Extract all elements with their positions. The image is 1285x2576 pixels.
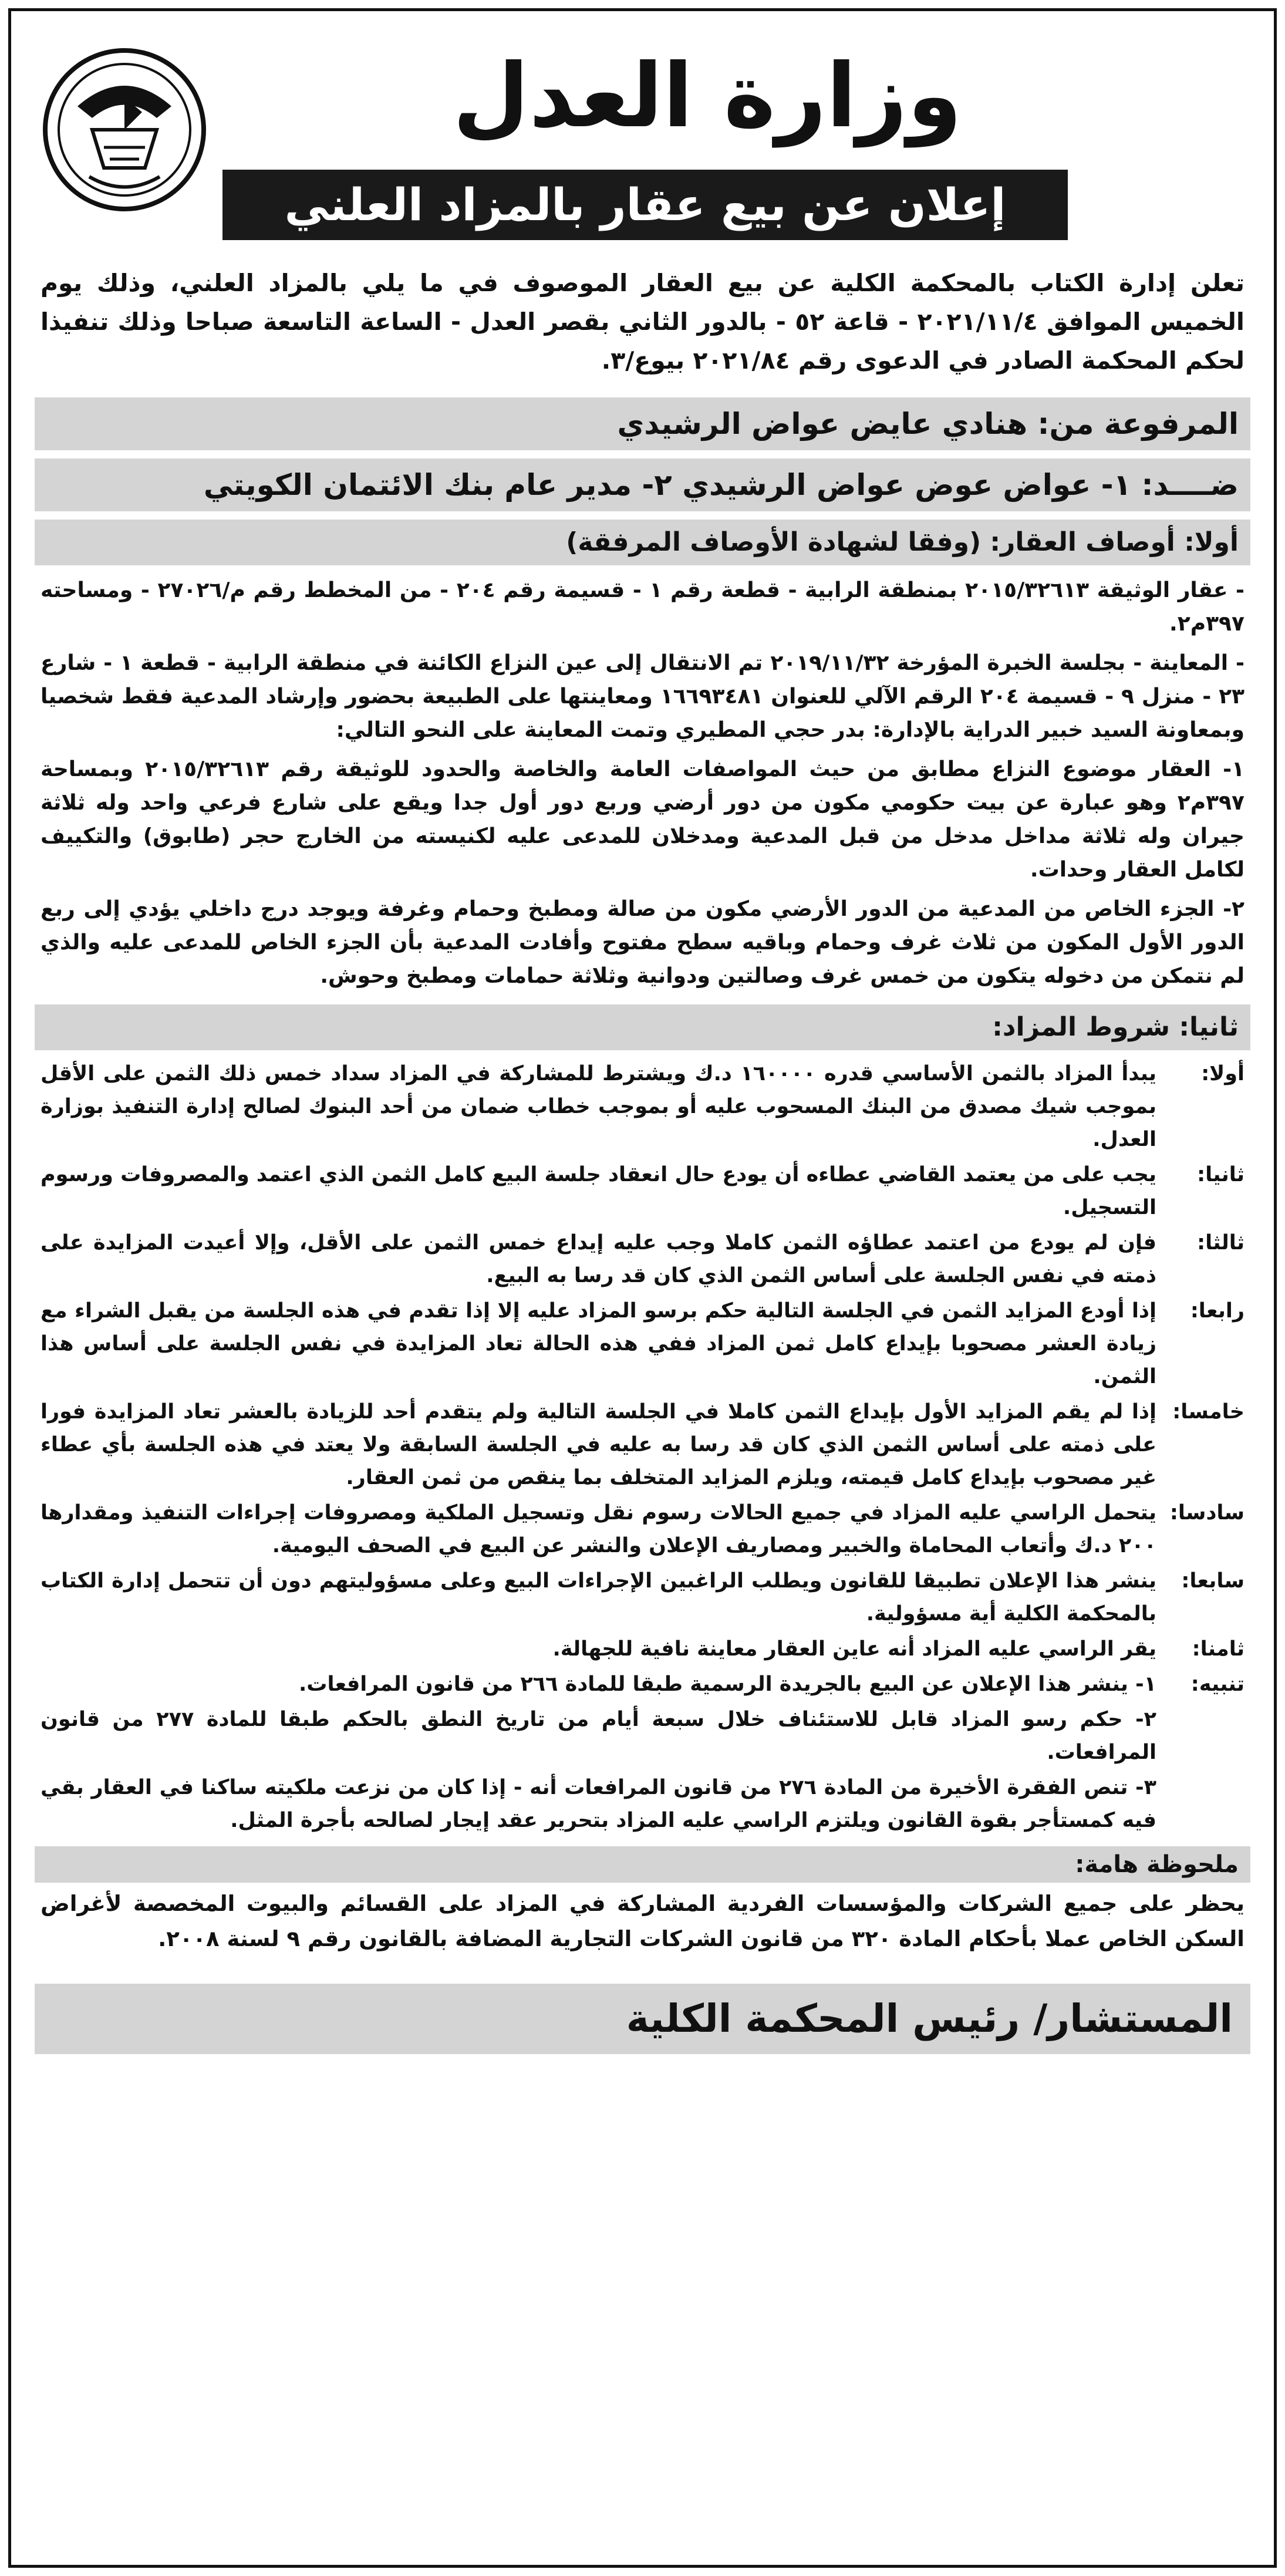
term-text: ٢- حكم رسو المزاد قابل للاستئناف خلال سبعة أيام من تاريخ النطق بالحكم طبقا للمادة ٢٧٧ من قانون المرافعات. xyxy=(41,1708,1156,1764)
announcement-body xyxy=(35,258,1250,2054)
term-item xyxy=(35,1225,1250,1293)
term-item xyxy=(35,1770,1250,1838)
term-item xyxy=(35,1495,1250,1563)
term-label xyxy=(1156,1771,1244,1837)
term-item xyxy=(35,1394,1250,1495)
term-item xyxy=(35,1631,1250,1667)
term-text: يتحمل الراسي عليه المزاد في جميع الحالات رسوم نقل وتسجيل الملكية ومصروفات إجراءات التنفيذ ومقدارها ٢٠٠ د.ك وأتعاب المحاماة والخبير ومصاريف الإعلان والنشر عن البيع في الصحف اليومية. xyxy=(41,1501,1156,1557)
term-text: فإن لم يودع من اعتمد عطاؤه الثمن كاملا وجب عليه إيداع خمس الثمن على الأقل، وإلا أعيدت المزايدة على ذمته في نفس الجلسة على أساس الثمن الذي كان قد رسا به البيع. xyxy=(41,1231,1156,1287)
header xyxy=(11,11,1274,234)
intro-paragraph: تعلن إدارة الكتاب بالمحكمة الكلية عن بيع العقار الموصوف في ما يلي بالمزاد العلني، وذلك يوم الخميس الموافق ٢٠٢١/١١/٤ - قاعة ٥٢ - بالدور الثاني بقصر العدل - الساعة التاسعة صباحا وذلك تنفيذا لحكم المحكمة الصادر في الدعوى رقم ٢٠٢١/٨٤ بيوع/٣. xyxy=(41,269,1244,375)
term-text: إذا أودع المزايد الثمن في الجلسة التالية حكم برسو المزاد عليه إلا إذا تقدم في هذه الجلسة من يقبل الشراء مع زيادة العشر مصحوبا بإيداع كامل ثمن المزاد ففي هذه الحالة تعاد المزايدة في نفس الجلسة على أساس هذا الثمن. xyxy=(41,1299,1156,1388)
term-text: ينشر هذا الإعلان تطبيقا للقانون ويطلب الراغبين الإجراءات البيع وعلى مسؤوليتهم دون أن تتحمل إدارة الكتاب بالمحكمة الكلية أية مسؤولية. xyxy=(41,1569,1156,1626)
property-paragraph: ٢- الجزء الخاص من المدعية من الدور الأرضي مكون من صالة ومطبخ وحمام وغرفة ويوجد درج داخلي يؤدي إلى ربع الدور الأول المكون من ثلاث غرف وحمام وباقيه سطح مفتوح وأفادت المدعية بأن الجزء الخاص للمدعى عليه والذي لم نتمكن من دخوله يتكون من خمس غرف وصالتين ودوانية وثلاثة حمامات ومطبخ وحوش. xyxy=(41,897,1244,988)
term-label: تنبيه: xyxy=(1190,1673,1244,1696)
plaintiff-line: المرفوعة من: هنادي عايض عواض الرشيدي xyxy=(35,397,1250,450)
announcement-frame xyxy=(8,8,1277,2568)
note-text: يحظر على جميع الشركات والمؤسسات الفردية المشاركة في المزاد على القسائم والبيوت المخصصة لأغراض السكن الخاص عملا بأحكام المادة ٣٢٠ من قانون الشركات التجارية المضافة بالقانون رقم ٩ لسنة ٢٠٠٨. xyxy=(41,1891,1244,1951)
term-text: يقر الراسي عليه المزاد أنه عاين العقار معاينة نافية للجهالة. xyxy=(552,1637,1156,1661)
page-title: وزارة العدل xyxy=(453,45,962,147)
term-item xyxy=(35,1293,1250,1394)
term-label: ثامنا: xyxy=(1192,1637,1244,1661)
term-label: خامسا: xyxy=(1172,1400,1244,1424)
term-item xyxy=(35,1157,1250,1225)
property-heading: أولا: أوصاف العقار: (وفقا لشهادة الأوصاف المرفقة) xyxy=(35,520,1250,565)
term-text: ٣- تنص الفقرة الأخيرة من المادة ٢٧٦ من قانون المرافعات أنه - إذا كان من نزعت ملكيته ساكنا في العقار بقي فيه كمستأجر بقوة القانون ويلتزم الراسي عليه المزاد بتحرير عقد إيجار لصالحه بأجرة المثل. xyxy=(41,1776,1157,1832)
term-text: يجب على من يعتمد القاضي عطاءه أن يودع حال انعقاد جلسة البيع كامل الثمن الذي اعتمد والمصروفات ورسوم التسجيل. xyxy=(41,1163,1156,1219)
term-label xyxy=(1156,1703,1244,1769)
term-label: سابعا: xyxy=(1181,1569,1244,1593)
signature-line: المستشار/ رئيس المحكمة الكلية xyxy=(35,1984,1250,2054)
property-paragraph: - المعاينة - بجلسة الخبرة المؤرخة ٢٠١٩/١١/٣٢ تم الانتقال إلى عين النزاع الكائنة في منطقة الرابية - قطعة ١ - شارع ٢٣ - منزل ٩ - قسيمة ٢٠٤ الرقم الآلي للعنوان ١٦٦٩٣٤٨١ ومعاينتها على الطبيعة بحضور وإرشاد المدعية فقط شخصيا وبمعاونة السيد خبير الدراية بالإدارة: بدر حجي المطيري وتمت المعاينة على النحو التالي: xyxy=(41,651,1245,742)
property-paragraph: - عقار الوثيقة ٢٠١٥/٣٢٦١٣ بمنطقة الرابية - قطعة رقم ١ - قسيمة رقم ٢٠٤ - من المخطط رقم م/٢٧٠٢٦ - ومساحته ٣٩٧م٢. xyxy=(41,578,1244,636)
term-label: ثالثا: xyxy=(1197,1231,1244,1255)
property-paragraph: ١- العقار موضوع النزاع مطابق من حيث المواصفات العامة والخاصة والحدود للوثيقة رقم ٢٠١٥/٣٢٦١٣ وبمساحة ٣٩٧م٢ وهو عبارة عن بيت حكومي مكون من دور أرضي وربع دور أول جدا ويقع على شارع فرعي واحد وله ثلاثة جيران وله ثلاثة مداخل مدخل من قبل المدعية ومدخلان للمدعى عليه لكنيسته من الخارج حجر (طابوق) والتكييف لكامل العقار وحدات. xyxy=(41,757,1244,882)
state-emblem-icon xyxy=(39,42,210,218)
terms-heading: ثانيا: شروط المزاد: xyxy=(35,1004,1250,1050)
term-text: ١- ينشر هذا الإعلان عن البيع بالجريدة الرسمية طبقا للمادة ٢٦٦ من قانون المرافعات. xyxy=(299,1673,1156,1696)
announcement-banner: إعلان عن بيع عقار بالمزاد العلني xyxy=(222,170,1068,240)
term-label: أولا: xyxy=(1201,1062,1244,1085)
term-item xyxy=(35,1563,1250,1631)
note-heading: ملحوظة هامة: xyxy=(35,1846,1250,1883)
term-text: يبدأ المزاد بالثمن الأساسي قدره ١٦٠٠٠٠ د.ك ويشترط للمشاركة في المزاد سداد خمس ذلك الثمن على الأقل بموجب شيك مصدق من البنك المسحوب عليه أو بموجب خطاب ضمان من أحد البنوك لصالح إدارة التنفيذ بوزارة العدل. xyxy=(41,1062,1156,1151)
term-item xyxy=(35,1702,1250,1770)
term-text: إذا لم يقم المزايد الأول بإيداع الثمن كاملا في الجلسة التالية ولم يتقدم أحد للزيادة بالعشر تعاد المزايدة فورا على ذمته على أساس الثمن الذي كان قد رسا به عليه في الجلسة السابقة ولا يعتد في هذه الجلسة بأي عطاء غير مصحوب بإيداع كامل قيمته، ويلزم المزايد المتخلف بما ينقص من ثمن العقار. xyxy=(41,1400,1156,1489)
term-label: ثانيا: xyxy=(1197,1163,1244,1186)
term-item xyxy=(35,1056,1250,1157)
term-label: رابعا: xyxy=(1190,1299,1244,1323)
term-item xyxy=(35,1667,1250,1702)
defendants-line: ضــــد: ١- عواض عوض عواض الرشيدي ٢- مدير عام بنك الائتمان الكويتي xyxy=(35,458,1250,511)
term-label: سادسا: xyxy=(1169,1501,1244,1525)
